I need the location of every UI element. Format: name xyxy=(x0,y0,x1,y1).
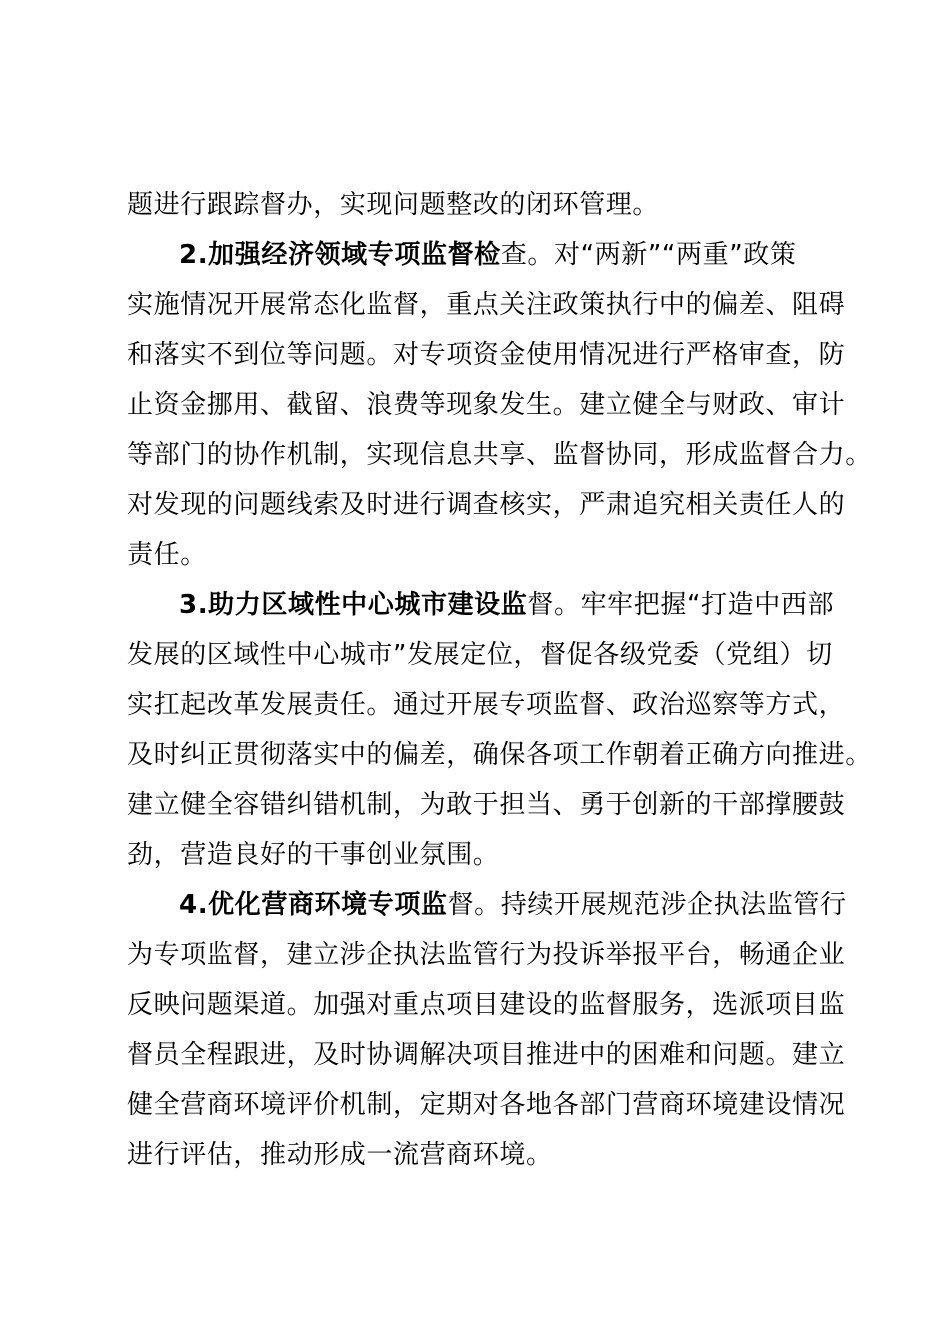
text-line xyxy=(127,730,872,780)
text-line xyxy=(127,880,847,930)
line-text: 进行评估，推动形成一流营商环境。 xyxy=(127,1140,553,1170)
text-line xyxy=(127,1130,847,1180)
text-line xyxy=(127,780,847,830)
text-line xyxy=(127,630,847,680)
line-text: 题进行跟踪督办，实现问题整改的闭环管理。 xyxy=(127,190,660,220)
line-text: 实扛起改革发展责任。通过开展专项监督、政治巡察等方式， xyxy=(127,690,846,720)
line-text: 及时纠正贯彻落实中的偏差，确保各项工作朝着正确方向推进。 xyxy=(127,740,872,770)
text-line xyxy=(127,580,847,630)
text-line xyxy=(127,830,847,880)
text-line xyxy=(127,1080,847,1130)
line-text: 反映问题渠道。加强对重点项目建设的监督服务，选派项目监 xyxy=(127,990,846,1020)
line-text: 等部门的协作机制，实现信息共享、监督协同，形成监督合力。 xyxy=(127,440,872,470)
text-line xyxy=(127,1030,847,1080)
line-text: 发展的区域性中心城市”发展定位，督促各级党委（党组）切 xyxy=(127,640,833,670)
line-text: 对发现的问题线索及时进行调查核实，严肃追究相关责任人的 xyxy=(127,490,846,520)
line-text: 实施情况开展常态化监督，重点关注政策执行中的偏差、阻碍 xyxy=(127,290,846,320)
section-heading: 3.助力区域性中心城市建设监 xyxy=(179,590,528,620)
text-line xyxy=(127,480,847,530)
line-text: 督。持续开展规范涉企执法监管行 xyxy=(447,890,847,920)
text-line xyxy=(127,980,847,1030)
text-line xyxy=(127,380,847,430)
section-heading: 4.优化营商环境专项监 xyxy=(179,890,448,920)
text-line xyxy=(127,430,872,480)
line-text: 劲，营造良好的干事创业氛围。 xyxy=(127,840,500,870)
line-text: 止资金挪用、截留、浪费等现象发生。建立健全与财政、审计 xyxy=(127,390,846,420)
section-heading: 2.加强经济领域专项监督检 xyxy=(179,240,501,270)
text-line xyxy=(127,930,847,980)
text-line xyxy=(127,330,847,380)
line-text: 健全营商环境评价机制，定期对各地各部门营商环境建设情况 xyxy=(127,1090,846,1120)
line-text: 督。牢牢把握“打造中西部 xyxy=(527,590,835,620)
text-line xyxy=(127,280,847,330)
text-line xyxy=(127,680,847,730)
text-line xyxy=(127,180,847,230)
line-text: 督员全程跟进，及时协调解决项目推进中的困难和问题。建立 xyxy=(127,1040,846,1070)
line-text: 和落实不到位等问题。对专项资金使用情况进行严格审查，防 xyxy=(127,340,846,370)
line-text: 建立健全容错纠错机制，为敢于担当、勇于创新的干部撑腰鼓 xyxy=(127,790,846,820)
line-text: 为专项监督，建立涉企执法监管行为投诉举报平台，畅通企业 xyxy=(127,940,846,970)
line-text: 查。对“两新”“两重”政策 xyxy=(500,240,797,270)
document-body xyxy=(127,180,872,1180)
text-line xyxy=(127,230,847,280)
line-text: 责任。 xyxy=(127,540,207,570)
text-line xyxy=(127,530,847,580)
